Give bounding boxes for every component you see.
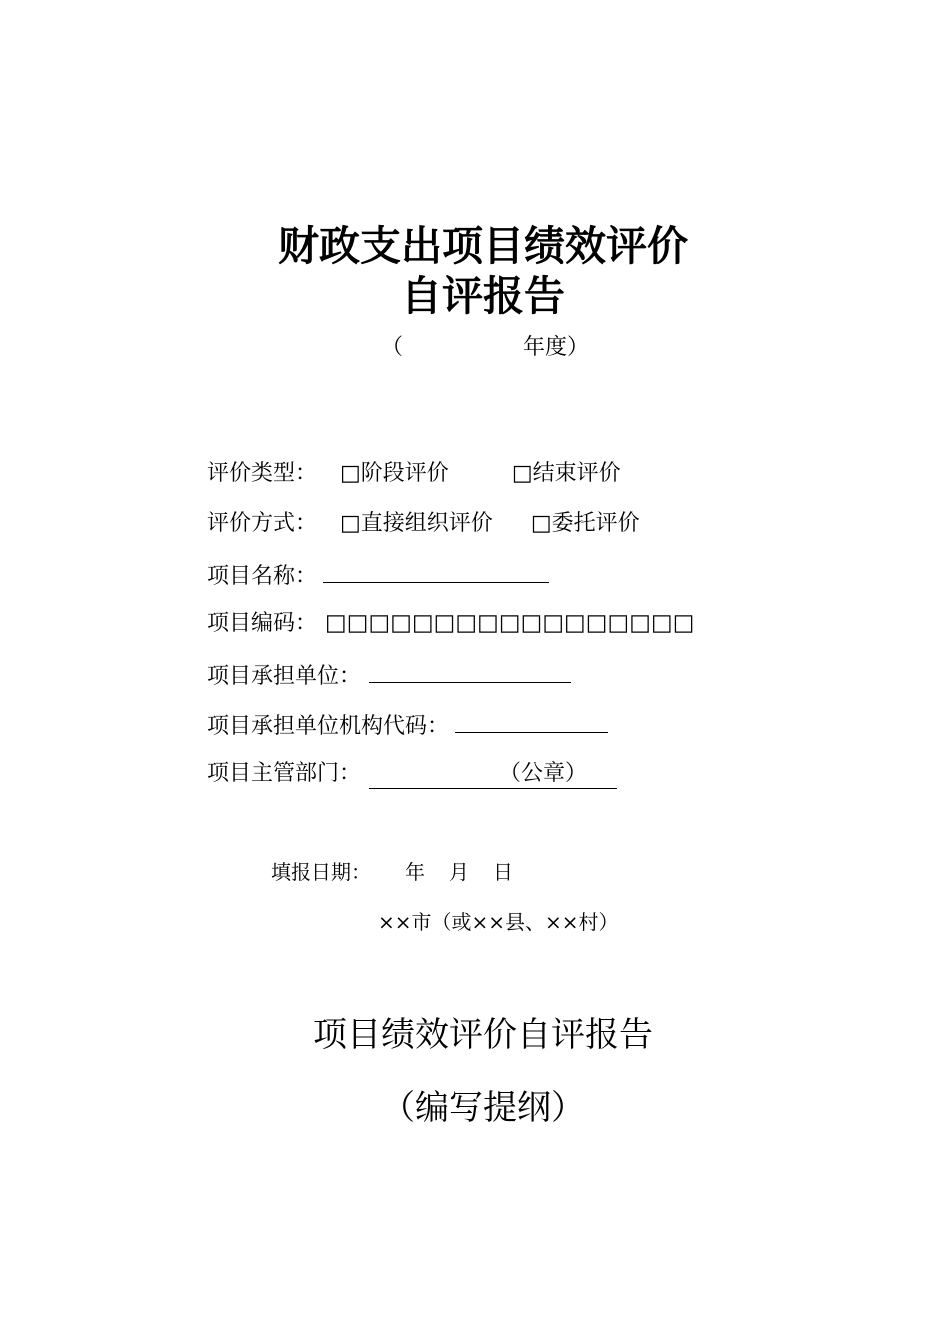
project-code-boxes[interactable]: □□□□□□□□□□□□□□□□□	[325, 610, 695, 636]
fill-date-line	[271, 858, 513, 886]
report-title-line2: 自评报告	[401, 272, 565, 320]
eval-method-label: 评价方式：	[207, 511, 318, 536]
seal-note: （公章）	[499, 761, 588, 786]
year-open-paren: （	[381, 335, 404, 360]
project-name-row	[207, 560, 549, 591]
project-name-label: 项目名称：	[207, 564, 318, 589]
year-suffix: 年度）	[523, 335, 590, 360]
eval-method-direct-checkbox[interactable]: □直接组织评价	[340, 511, 493, 536]
eval-type-final-checkbox[interactable]: □结束评价	[511, 461, 621, 486]
eval-type-stage-checkbox[interactable]: □阶段评价	[340, 461, 449, 486]
competent-dept-field[interactable]	[369, 760, 617, 789]
project-code-label: 项目编码：	[207, 611, 318, 636]
fill-date-month: 月	[449, 860, 469, 884]
project-name-field[interactable]	[323, 560, 549, 583]
outline-subtitle: （编写提纲）	[381, 1088, 585, 1128]
fill-date-year: 年	[405, 860, 425, 884]
eval-method-row	[207, 510, 640, 538]
eval-type-row	[207, 460, 621, 488]
outline-title: 项目绩效评价自评报告	[313, 1015, 653, 1055]
region-line: ××市（或××县、××村）	[378, 910, 619, 934]
undertaking-unit-row	[207, 660, 571, 691]
undertaking-unit-label: 项目承担单位：	[207, 664, 362, 689]
unit-org-code-row	[207, 710, 608, 741]
report-title-line1: 财政支出项目绩效评价	[278, 222, 688, 270]
competent-dept-row	[207, 760, 617, 789]
competent-dept-label: 项目主管部门：	[207, 761, 362, 786]
undertaking-unit-field[interactable]	[369, 660, 571, 683]
fill-date-label: 填报日期：	[271, 860, 371, 884]
year-line	[381, 334, 589, 362]
eval-type-label: 评价类型：	[207, 461, 318, 486]
eval-method-entrust-checkbox[interactable]: □委托评价	[530, 511, 640, 536]
fill-date-day: 日	[493, 860, 513, 884]
unit-org-code-label: 项目承担单位机构代码：	[207, 714, 450, 739]
unit-org-code-field[interactable]	[455, 710, 608, 733]
project-code-row	[207, 609, 694, 638]
